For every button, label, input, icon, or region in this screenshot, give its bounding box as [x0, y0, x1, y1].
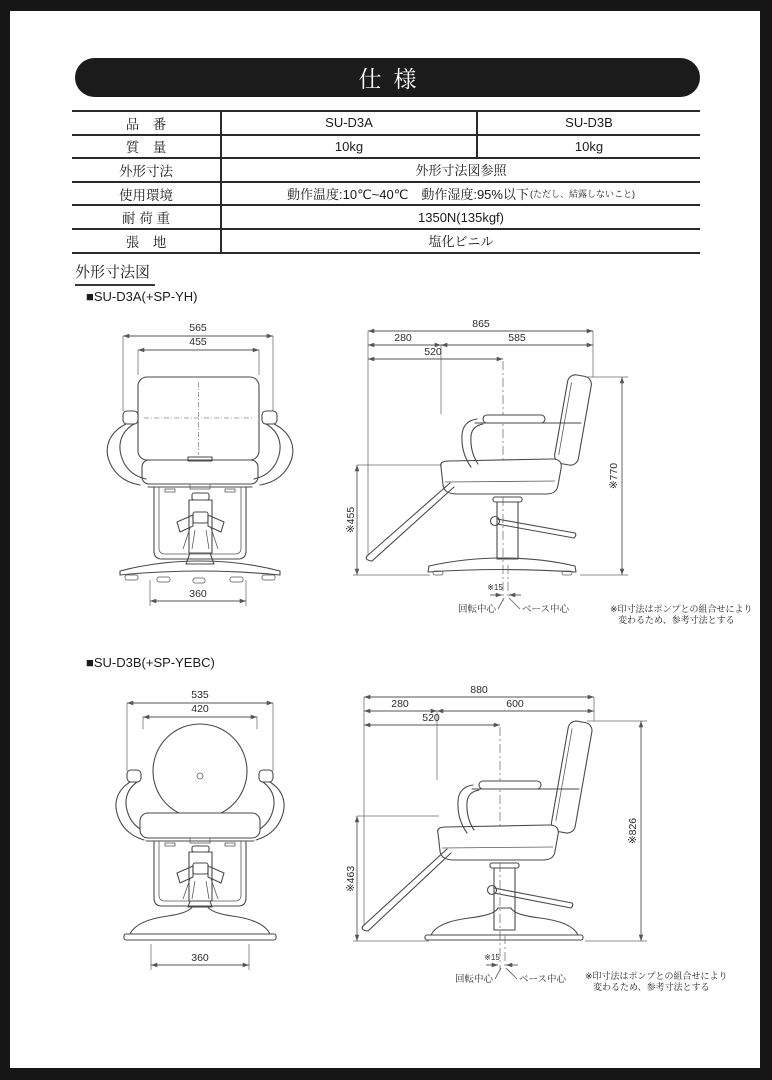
table-row-outer-dimensions	[72, 159, 700, 183]
dome-base	[130, 906, 270, 934]
row-label: 耐 荷 重	[72, 206, 222, 228]
seat	[142, 460, 258, 484]
dim-label: 600	[506, 698, 524, 710]
base-plate	[124, 934, 276, 940]
row-label: 品 番	[72, 112, 222, 134]
rotation-center-label: 回転中心	[457, 604, 496, 615]
dim-label: 520	[424, 346, 442, 358]
dim-label: 455	[189, 336, 207, 348]
su-d3b-side-svg	[345, 683, 765, 1015]
offset-label: ※15	[487, 583, 503, 592]
base	[428, 558, 576, 572]
environment-small-note: (ただし、結露しないこと)	[529, 189, 635, 200]
row-value: 塩化ビニル	[428, 234, 494, 250]
su-d3a-front-svg	[90, 315, 310, 625]
su-d3a-side-drawing	[345, 315, 765, 635]
value-su-d3a: SU-D3A	[222, 112, 478, 134]
row-label: 張 地	[72, 230, 222, 252]
su-d3b-front-svg	[90, 683, 310, 975]
base-center-annotation	[455, 935, 567, 985]
spec-table	[72, 110, 700, 254]
armrest-pad	[479, 781, 541, 789]
dim-depth-front-back	[364, 698, 594, 780]
value-su-d3b: SU-D3B	[565, 115, 613, 131]
dim-label: 585	[508, 332, 526, 344]
table-row-environment	[72, 183, 700, 207]
table-row-upholstery	[72, 230, 700, 254]
chair-front-outline	[116, 724, 284, 940]
pump-column	[497, 502, 518, 559]
model-a-label: ■SU-D3A(+SP-YH)	[86, 289, 198, 304]
dim-label: ※463	[345, 865, 357, 893]
model-b-label: ■SU-D3B(+SP-YEBC)	[86, 655, 215, 670]
dim-width-total	[127, 689, 273, 771]
dim-height-seat	[345, 465, 442, 575]
chair-side-outline	[366, 374, 592, 575]
armrest-left	[123, 411, 138, 424]
row-value: 外形寸法図参照	[415, 163, 507, 179]
value-su-d3b: 10kg	[574, 138, 604, 154]
page-title	[75, 58, 700, 97]
pump-pedal	[193, 863, 208, 874]
dim-label: 360	[191, 952, 209, 964]
dimension-drawing-heading: 外形寸法図	[75, 261, 155, 286]
su-d3a-front-drawing	[90, 315, 310, 625]
dim-label: ※455	[345, 506, 357, 534]
dim-height-total	[585, 721, 647, 941]
dim-label: 865	[472, 318, 490, 330]
pump-pedal	[193, 512, 208, 523]
su-d3b-side-drawing	[345, 683, 765, 1015]
table-row-part-number	[72, 112, 700, 136]
row-label: 外形寸法	[72, 159, 222, 181]
chair-side-outline	[362, 720, 593, 940]
table-row-mass	[72, 136, 700, 160]
armrest-right	[259, 770, 273, 782]
seat	[140, 813, 260, 838]
pump-top	[192, 493, 209, 500]
dim-label: 280	[394, 332, 412, 344]
row-value: 1350N(135kgf)	[418, 209, 504, 225]
su-d3a-side-svg	[345, 315, 765, 635]
dim-width-base	[150, 580, 246, 606]
su-d3b-front-drawing	[90, 683, 310, 975]
base-center-annotation	[458, 565, 570, 615]
dim-label: 535	[191, 689, 209, 701]
footrest-bar	[367, 483, 450, 556]
base-center-label: ベース中心	[519, 974, 567, 985]
row-label: 質 量	[72, 136, 222, 158]
note-line2: 変わるため、参考寸法とする	[593, 982, 710, 992]
note-line1: ※印寸法はポンプとの組合せにより	[585, 971, 728, 981]
dim-depth-front-back	[368, 332, 593, 414]
dim-label: ※826	[627, 817, 639, 845]
dim-label: 880	[470, 684, 488, 696]
note-line2: 変わるため、参考寸法とする	[618, 615, 735, 625]
dim-label: ※770	[608, 462, 620, 490]
dim-width-base	[151, 944, 249, 970]
dim-height-seat	[345, 816, 439, 941]
footrest-bar	[363, 849, 447, 926]
dim-width-back	[138, 336, 259, 375]
dim-label: 360	[189, 588, 207, 600]
seat	[438, 825, 559, 860]
pump-top	[192, 846, 209, 852]
base-plate	[425, 935, 583, 940]
note-line1: ※印寸法はポンプとの組合せにより	[610, 604, 753, 614]
dim-depth-center	[364, 712, 500, 725]
armrest-left	[127, 770, 141, 782]
row-label: 使用環境	[72, 183, 222, 205]
star-base	[120, 561, 280, 575]
armrest-pad	[483, 415, 545, 423]
reference-note	[585, 970, 728, 992]
chair-front-outline	[107, 377, 293, 583]
table-row-load-capacity	[72, 206, 700, 230]
dome-base	[431, 908, 578, 935]
offset-label: ※15	[484, 953, 500, 962]
base-center-label: ベース中心	[522, 604, 570, 615]
dim-label: 420	[191, 703, 209, 715]
dim-label: 280	[391, 698, 409, 710]
dim-label: 565	[189, 322, 207, 334]
environment-main: 動作温度:10℃~40℃ 動作湿度:95%以下	[287, 187, 529, 203]
seat	[441, 459, 562, 494]
reference-note	[610, 603, 753, 625]
rotation-center-label: 回転中心	[454, 974, 493, 985]
dim-depth-center	[368, 346, 503, 359]
page-title-text: 仕様	[358, 66, 429, 92]
armrest-right	[262, 411, 277, 424]
round-backrest	[153, 724, 247, 818]
dim-width-back	[143, 703, 257, 729]
value-su-d3a: 10kg	[222, 136, 478, 158]
row-value	[222, 183, 700, 205]
pump-column	[494, 868, 515, 930]
spec-sheet-page	[10, 11, 760, 1068]
dim-label: 520	[422, 712, 440, 724]
